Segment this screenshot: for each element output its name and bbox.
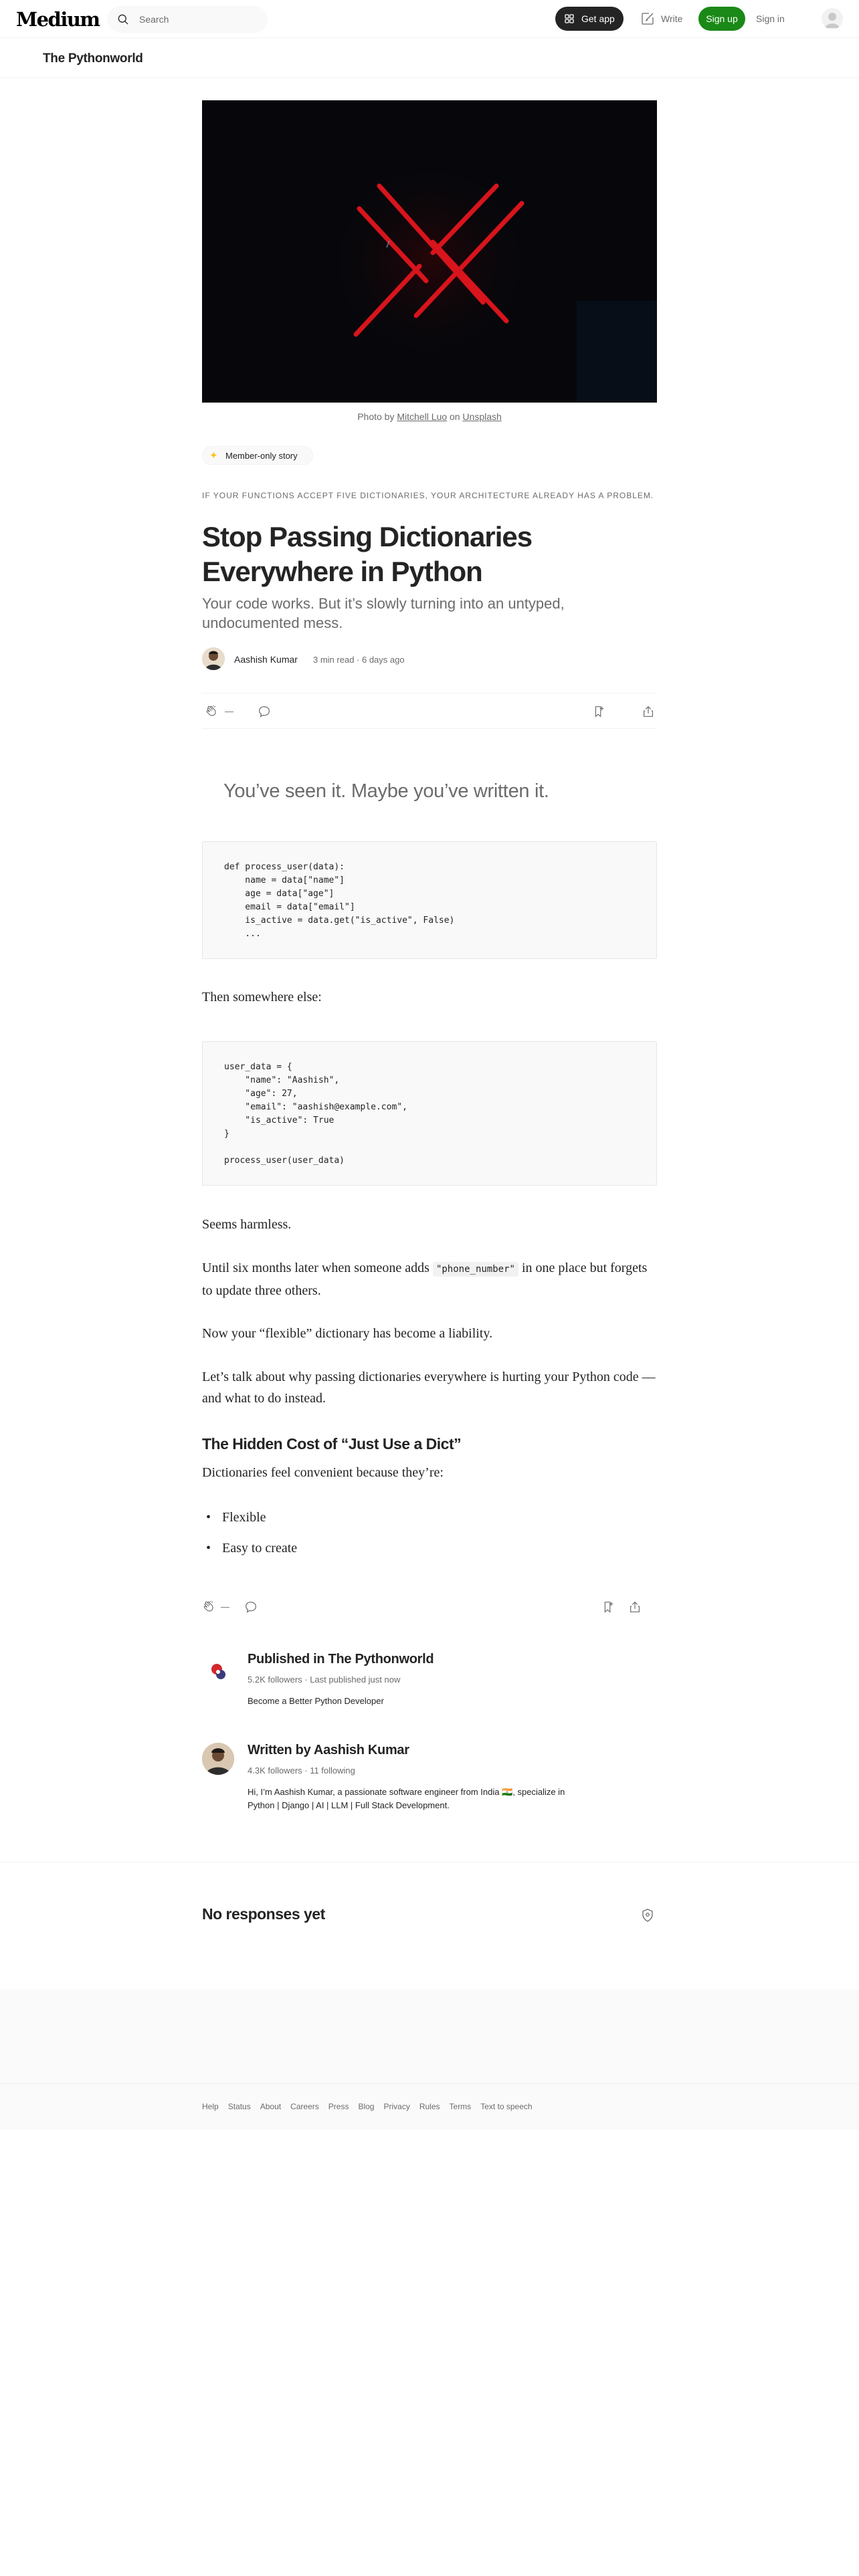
share-icon[interactable]	[641, 704, 656, 719]
publication-card-desc: Become a Better Python Developer	[248, 1696, 384, 1706]
action-bar-top	[202, 693, 657, 729]
author-avatar[interactable]	[202, 647, 225, 670]
publication-card-title[interactable]: Published in The Pythonworld	[248, 1652, 434, 1667]
pythonworld-logo[interactable]	[202, 1656, 234, 1688]
get-app-label: Get app	[581, 13, 615, 24]
list-item: • Easy to create	[202, 1537, 657, 1559]
paragraph-lets-talk: Let’s talk about why passing dictionaries everywhere is hurting your Python code — and what to do instead.	[202, 1370, 656, 1406]
member-only-label: Member-only story	[225, 451, 298, 461]
user-avatar-icon[interactable]	[822, 8, 843, 29]
author-card-title[interactable]: Written by Aashish Kumar	[248, 1743, 409, 1757]
bookmark-add-icon[interactable]	[591, 704, 606, 719]
clap-count: —	[221, 1602, 229, 1612]
list-item: • Flexible	[202, 1507, 657, 1528]
footer-link-rules[interactable]: Rules	[419, 2102, 440, 2111]
footer	[0, 2083, 859, 2130]
code-block-user-data: user_data = { "name": "Aashish", "age": 27, "email": "aashish@example.com", "is_active": True } process_user(user_data)	[202, 1041, 657, 1186]
footer-link-privacy[interactable]: Privacy	[383, 2102, 410, 2111]
article-kicker: IF YOUR FUNCTIONS ACCEPT FIVE DICTIONARIES, YOUR ARCHITECTURE ALREADY HAS A PROBLEM.	[202, 491, 654, 500]
recommendations-area	[0, 1990, 859, 2083]
footer-link-help[interactable]: Help	[202, 2102, 219, 2111]
footer-links	[202, 2102, 542, 2111]
article-subtitle: Your code works. But it’s slowly turning into an untyped, undocumented mess.	[202, 595, 565, 631]
write-label: Write	[661, 13, 683, 24]
sign-in-link[interactable]: Sign in	[756, 13, 785, 24]
section-heading: The Hidden Cost of “Just Use a Dict”	[202, 1435, 462, 1453]
footer-link-press[interactable]: Press	[328, 2102, 349, 2111]
medium-logo[interactable]: Medium	[16, 8, 100, 31]
star-icon: ✦	[209, 450, 218, 461]
unsplash-link[interactable]: Unsplash	[462, 411, 502, 422]
bullet-list	[202, 1507, 657, 1568]
footer-link-status[interactable]: Status	[227, 2102, 251, 2111]
article-meta: 3 min read · 6 days ago	[313, 655, 405, 665]
paragraph-six-months	[202, 1257, 657, 1301]
member-only-badge	[202, 446, 313, 465]
article-title: Stop Passing Dictionaries Everywhere in Python	[202, 521, 533, 587]
action-bar-bottom	[202, 1589, 657, 1622]
paragraph-convenient: Dictionaries feel convenient because they’re:	[202, 1465, 444, 1480]
search-bar[interactable]	[107, 6, 268, 33]
paragraph-harmless: Seems harmless.	[202, 1217, 292, 1232]
paragraph-six-months-b: in one place but forgets to update three others.	[202, 1261, 648, 1298]
hero-image	[202, 100, 657, 403]
author-card-avatar[interactable]	[202, 1743, 234, 1775]
paragraph-then: Then somewhere else:	[202, 990, 322, 1004]
write-icon	[640, 11, 656, 27]
author-row	[202, 647, 657, 671]
share-icon[interactable]	[628, 1600, 642, 1614]
app-grid-icon	[565, 14, 574, 23]
comment-icon[interactable]	[257, 704, 272, 719]
clap-count: —	[225, 706, 233, 716]
inline-code-phone-number: "phone_number"	[433, 1262, 518, 1277]
publication-card-meta: 5.2K followers · Last published just now	[248, 1675, 401, 1685]
paragraph-liability: Now your “flexible” dictionary has become a liability.	[202, 1326, 493, 1341]
paragraph-six-months-a: Until six months later when someone adds	[202, 1261, 433, 1275]
caption-mid: on	[447, 411, 463, 422]
pull-quote: You’ve seen it. Maybe you’ve written it.	[223, 780, 549, 802]
footer-link-blog[interactable]: Blog	[358, 2102, 375, 2111]
clap-icon[interactable]	[202, 1600, 217, 1614]
code-block-process-user: def process_user(data): name = data["name"] age = data["age"] email = data["email"] is_active = data.get("is_active", False) ...	[202, 841, 657, 959]
author-card	[202, 1743, 657, 1823]
footer-link-terms[interactable]: Terms	[449, 2102, 472, 2111]
author-card-desc: Hi, I’m Aashish Kumar, a passionate software engineer from India 🇮🇳, specialize in Python | Django | AI | LLM | Full Stack Development.	[248, 1787, 565, 1810]
get-app-button[interactable]	[555, 7, 624, 31]
publication-card	[202, 1652, 657, 1719]
hero-caption	[202, 411, 657, 422]
photographer-link[interactable]: Mitchell Luo	[397, 411, 448, 422]
publication-bar	[0, 38, 859, 78]
author-card-meta: 4.3K followers · 11 following	[248, 1765, 355, 1776]
publication-name[interactable]: The Pythonworld	[43, 51, 143, 66]
bookmark-add-icon[interactable]	[601, 1600, 615, 1614]
search-placeholder: Search	[139, 14, 169, 25]
footer-link-careers[interactable]: Careers	[290, 2102, 319, 2111]
sign-up-button[interactable]: Sign up	[698, 7, 745, 31]
clap-icon[interactable]	[205, 704, 219, 719]
footer-link-text-to-speech[interactable]: Text to speech	[480, 2102, 533, 2111]
author-name[interactable]: Aashish Kumar	[234, 654, 298, 665]
caption-prefix: Photo by	[357, 411, 397, 422]
search-icon	[116, 13, 130, 26]
shield-icon[interactable]	[640, 1907, 656, 1923]
footer-link-about[interactable]: About	[260, 2102, 282, 2111]
comment-icon[interactable]	[244, 1600, 258, 1614]
responses-heading: No responses yet	[202, 1905, 325, 1923]
top-nav	[0, 0, 859, 38]
